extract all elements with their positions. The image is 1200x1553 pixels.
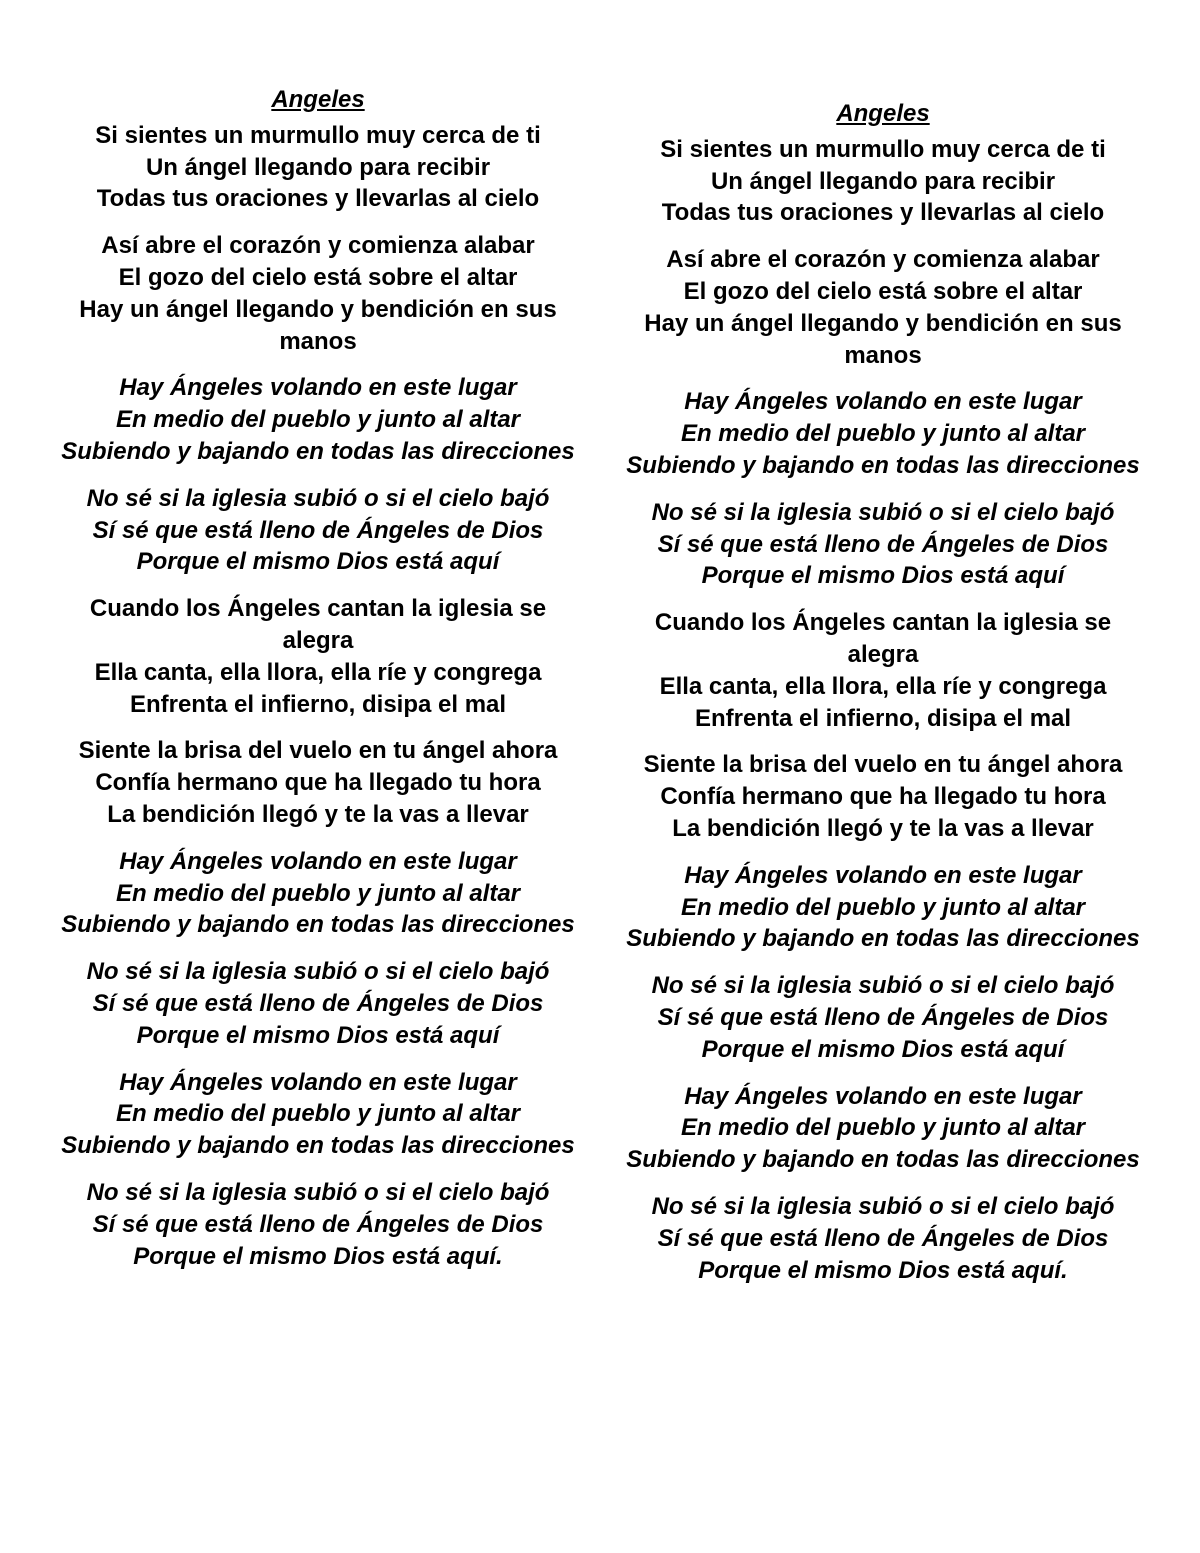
lyric-line: Cuando los Ángeles cantan la iglesia se alegra [654, 609, 1112, 668]
chorus-stanza [618, 970, 1148, 1065]
lyric-line: Hay Ángeles volando en este lugar [119, 1068, 517, 1096]
lyric-line: Sí sé que está lleno de Ángeles de Dios [657, 1003, 1109, 1031]
lyric-line: En medio del pueblo y junto al altar [115, 879, 521, 907]
lyric-line: Sí sé que está lleno de Ángeles de Dios [92, 1210, 544, 1238]
lyric-line: Siente la brisa del vuelo en tu ángel ahora [78, 737, 558, 765]
lyric-line: En medio del pueblo y junto al altar [115, 1100, 521, 1128]
lyric-line: Así abre el corazón y comienza alabar [101, 232, 535, 260]
lyric-line: Siente la brisa del vuelo en tu ángel ahora [643, 751, 1123, 779]
lyric-line: Sí sé que está lleno de Ángeles de Dios [92, 989, 544, 1017]
lyric-line: Hay Ángeles volando en este lugar [684, 388, 1082, 416]
chorus-stanza [618, 1081, 1148, 1176]
lyric-line: Cuando los Ángeles cantan la iglesia se alegra [89, 595, 547, 654]
lyric-line: No sé si la iglesia subió o si el cielo bajó [86, 1178, 550, 1206]
lyric-line: Ella canta, ella llora, ella ríe y congrega [659, 672, 1107, 700]
lyric-line: Hay Ángeles volando en este lugar [119, 374, 517, 402]
lyric-line: Un ángel llegando para recibir [145, 153, 491, 181]
verse-stanza [53, 593, 583, 720]
lyric-line: Confía hermano que ha llegado tu hora [660, 783, 1106, 811]
lyric-line: Porque el mismo Dios está aquí [136, 1021, 500, 1049]
lyric-line: Subiendo y bajando en todas las direcciones [626, 1146, 1140, 1174]
verse-stanza [53, 120, 583, 215]
lyric-line: Subiendo y bajando en todas las direcciones [626, 925, 1140, 953]
lyric-line: Porque el mismo Dios está aquí [701, 1035, 1065, 1063]
lyric-line: No sé si la iglesia subió o si el cielo bajó [86, 958, 550, 986]
lyric-line: Sí sé que está lleno de Ángeles de Dios [92, 516, 544, 544]
lyric-line: En medio del pueblo y junto al altar [115, 406, 521, 434]
lyric-line: La bendición llegó y te la vas a llevar [107, 800, 529, 828]
lyric-line: Hay un ángel llegando y bendición en sus manos [79, 295, 557, 355]
lyric-line: No sé si la iglesia subió o si el cielo bajó [86, 484, 550, 512]
lyric-line: Así abre el corazón y comienza alabar [666, 246, 1100, 274]
lyric-line: Un ángel llegando para recibir [710, 167, 1056, 195]
verse-stanza [618, 749, 1148, 844]
lyric-line: No sé si la iglesia subió o si el cielo bajó [651, 498, 1115, 526]
lyrics-column-right [618, 98, 1148, 1301]
lyric-line: Todas tus oraciones y llevarlas al cielo [661, 199, 1105, 227]
chorus-stanza [618, 386, 1148, 481]
lyric-line: Porque el mismo Dios está aquí. [698, 1256, 1068, 1284]
lyric-line: Subiendo y bajando en todas las direcciones [626, 451, 1140, 479]
chorus-stanza [618, 497, 1148, 592]
verse-stanza [618, 134, 1148, 229]
lyric-line: Porque el mismo Dios está aquí [136, 548, 500, 576]
chorus-stanza [53, 956, 583, 1051]
lyric-line: El gozo del cielo está sobre el altar [118, 263, 518, 291]
lyric-line: Enfrenta el infierno, disipa el mal [129, 690, 507, 718]
stanza-list [618, 134, 1148, 1287]
chorus-stanza [53, 372, 583, 467]
lyric-line: Si sientes un murmullo muy cerca de ti [660, 135, 1106, 163]
verse-stanza [53, 230, 583, 357]
chorus-stanza [53, 1177, 583, 1272]
lyric-line: Hay Ángeles volando en este lugar [684, 1082, 1082, 1110]
lyric-line: Ella canta, ella llora, ella ríe y congrega [94, 658, 542, 686]
chorus-stanza [618, 1191, 1148, 1286]
lyric-line: Sí sé que está lleno de Ángeles de Dios [657, 1224, 1109, 1252]
chorus-stanza [53, 1067, 583, 1162]
lyric-line: Si sientes un murmullo muy cerca de ti [95, 121, 541, 149]
stanza-list [53, 120, 583, 1273]
chorus-stanza [618, 860, 1148, 955]
lyric-line: Subiendo y bajando en todas las direcciones [61, 1132, 575, 1160]
chorus-stanza [53, 483, 583, 578]
lyric-line: En medio del pueblo y junto al altar [680, 893, 1086, 921]
lyrics-column-left [53, 84, 583, 1287]
lyric-line: Hay un ángel llegando y bendición en sus manos [644, 309, 1122, 369]
lyric-line: No sé si la iglesia subió o si el cielo bajó [651, 972, 1115, 1000]
verse-stanza [618, 607, 1148, 734]
lyric-line: En medio del pueblo y junto al altar [680, 1114, 1086, 1142]
lyric-line: Subiendo y bajando en todas las direcciones [61, 437, 575, 465]
lyric-line: Sí sé que está lleno de Ángeles de Dios [657, 530, 1109, 558]
lyric-line: Porque el mismo Dios está aquí. [133, 1242, 503, 1270]
lyric-line: Hay Ángeles volando en este lugar [684, 861, 1082, 889]
lyric-line: Subiendo y bajando en todas las direcciones [61, 911, 575, 939]
chorus-stanza [53, 846, 583, 941]
lyric-line: Porque el mismo Dios está aquí [701, 562, 1065, 590]
lyric-line: En medio del pueblo y junto al altar [680, 420, 1086, 448]
lyric-line: Enfrenta el infierno, disipa el mal [694, 704, 1072, 732]
lyric-line: Confía hermano que ha llegado tu hora [95, 769, 541, 797]
song-title: Angeles [271, 86, 365, 113]
lyric-line: No sé si la iglesia subió o si el cielo bajó [651, 1192, 1115, 1220]
lyric-line: La bendición llegó y te la vas a llevar [672, 814, 1094, 842]
song-title: Angeles [836, 100, 930, 127]
verse-stanza [618, 244, 1148, 371]
lyric-line: Todas tus oraciones y llevarlas al cielo [96, 185, 540, 213]
lyric-line: Hay Ángeles volando en este lugar [119, 847, 517, 875]
verse-stanza [53, 735, 583, 830]
lyric-line: El gozo del cielo está sobre el altar [683, 277, 1083, 305]
